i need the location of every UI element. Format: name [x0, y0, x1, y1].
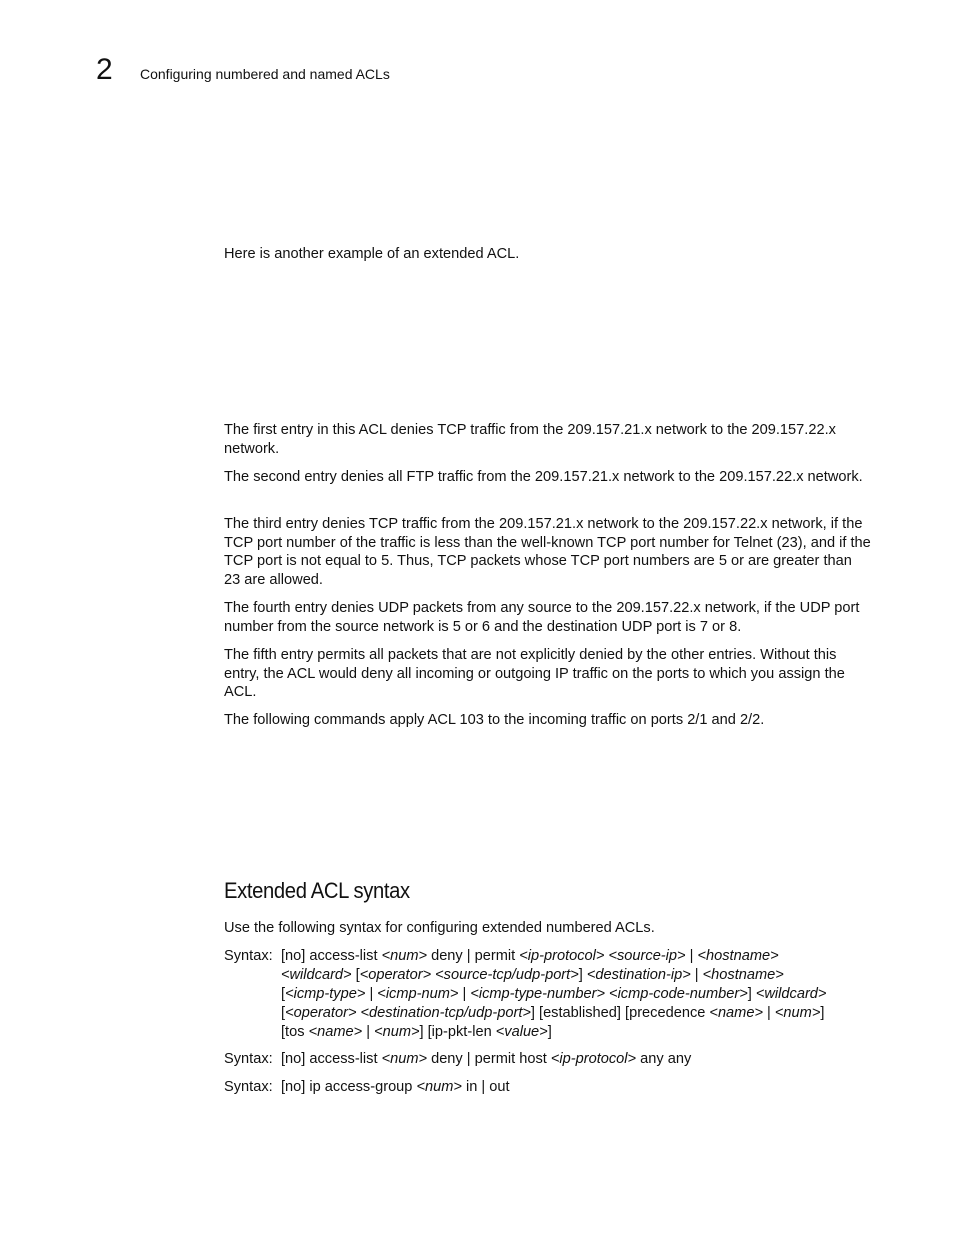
paragraph-apply-commands: The following commands apply ACL 103 to the incoming traffic on ports 2/1 and 2/2.	[224, 712, 765, 728]
param-destination-ip: <destination-ip>	[586, 966, 691, 983]
kw-no-access-list: [no] access-list	[281, 1051, 378, 1067]
pipe: |	[366, 1023, 371, 1040]
kw-established: [established]	[539, 1004, 621, 1021]
intro-paragraph: Here is another example of an extended ACL.	[224, 246, 520, 262]
chapter-number: 2	[96, 53, 113, 86]
param-operator: <operator>	[359, 966, 432, 983]
kw-no-access-list: [no] access-list	[281, 948, 378, 964]
syntax-label: Syntax:	[224, 1051, 273, 1067]
kw-precedence: [precedence	[625, 1004, 706, 1021]
paragraph-first-entry: The first entry in this ACL denies TCP traffic from the 209.157.21.x network to the 209.157.22.x network.	[224, 422, 836, 457]
section-intro: Use the following syntax for configuring extended numbered ACLs.	[224, 920, 655, 936]
param-icmp-num: <icmp-num>	[377, 985, 459, 1002]
param-destination-port: <destination-tcp/udp-port>	[360, 1004, 531, 1021]
param-ip-protocol: <ip-protocol>	[519, 948, 605, 964]
param-source-port: <source-tcp/udp-port>	[435, 966, 579, 983]
param-name: <name>	[709, 1004, 763, 1021]
param-value: <value>	[495, 1023, 548, 1040]
param-icmp-type-number: <icmp-type-number>	[470, 985, 605, 1002]
syntax-block-permit-host	[224, 1050, 872, 1069]
kw-any-any: any any	[640, 1051, 692, 1067]
kw-deny-permit: deny | permit	[431, 948, 516, 964]
running-title: Configuring numbered and named ACLs	[140, 66, 390, 82]
section-heading: Extended ACL syntax	[224, 878, 410, 903]
param-num: <num>	[416, 1079, 462, 1095]
param-wildcard: <wildcard>	[281, 966, 352, 983]
param-num: <num>	[381, 948, 428, 964]
pipe: |	[694, 966, 699, 983]
syntax-block-extended-acl	[224, 947, 872, 1042]
syntax-body: [no] access-list <num> deny | permit <ip-protocol> <source-ip> | <hostname> <wildcard> [<operator> <source-tcp/udp-port>] <destination-ip> | <hostname> [<icmp-type> | <icmp-num> | <icmp-type-number> <icmp-code-number>] <wildcard> [<operator> <destination-tcp/udp-port>] [established] [precedence <name> | <num>] [tos <name> | <num>] [ip-pkt-len <value>]	[281, 948, 827, 1040]
syntax-label: Syntax:	[224, 1079, 273, 1095]
kw-no-ip-access-group: [no] ip access-group	[281, 1079, 413, 1095]
paragraph-second-entry: The second entry denies all FTP traffic from the 209.157.21.x network to the 209.157.22.x network.	[224, 469, 863, 485]
syntax-label: Syntax:	[224, 948, 273, 964]
syntax-body	[281, 1050, 872, 1069]
param-wildcard: <wildcard>	[755, 985, 827, 1002]
pipe: |	[462, 985, 467, 1002]
syntax-body	[281, 1078, 872, 1097]
pipe: |	[689, 948, 694, 964]
paragraph-fifth-entry: The fifth entry permits all packets that are not explicitly denied by the other entries. Without this entry, the ACL would deny all incoming or outgoing IP traffic on the ports to which you assign the ACL.	[224, 647, 845, 701]
param-icmp-code-number: <icmp-code-number>	[609, 985, 748, 1002]
param-source-ip: <source-ip>	[608, 948, 686, 964]
syntax-block-access-group	[224, 1078, 872, 1097]
param-operator: <operator>	[285, 1004, 357, 1021]
paragraph-fourth-entry: The fourth entry denies UDP packets from any source to the 209.157.22.x network, if the UDP port number from the source network is 5 or 6 and the destination UDP port is 7 or 8.	[224, 600, 860, 635]
param-num: <num>	[381, 1051, 428, 1067]
kw-in-out: in | out	[465, 1079, 510, 1095]
param-hostname: <hostname>	[702, 966, 784, 983]
param-name: <name>	[308, 1023, 363, 1040]
param-num: <num>	[374, 1023, 420, 1040]
param-hostname: <hostname>	[697, 948, 779, 964]
param-ip-protocol: <ip-protocol>	[550, 1051, 637, 1067]
paragraph-third-entry: The third entry denies TCP traffic from the 209.157.21.x network to the 209.157.22.x network, if the TCP port number of the traffic is less than the well-known TCP port number for Telnet (23), and if the TCP port is not equal to 5. Thus, TCP packets whose TCP port numbers are 5 or are greater than 23 are allowed.	[224, 516, 871, 589]
param-icmp-type: <icmp-type>	[285, 985, 366, 1002]
kw-ip-pkt-len: [ip-pkt-len	[427, 1023, 492, 1040]
kw-tos: [tos	[281, 1023, 305, 1040]
pipe: |	[369, 985, 374, 1002]
pipe: |	[767, 1004, 771, 1021]
kw-deny-permit-host: deny | permit host	[431, 1051, 547, 1067]
param-num: <num>	[774, 1004, 821, 1021]
